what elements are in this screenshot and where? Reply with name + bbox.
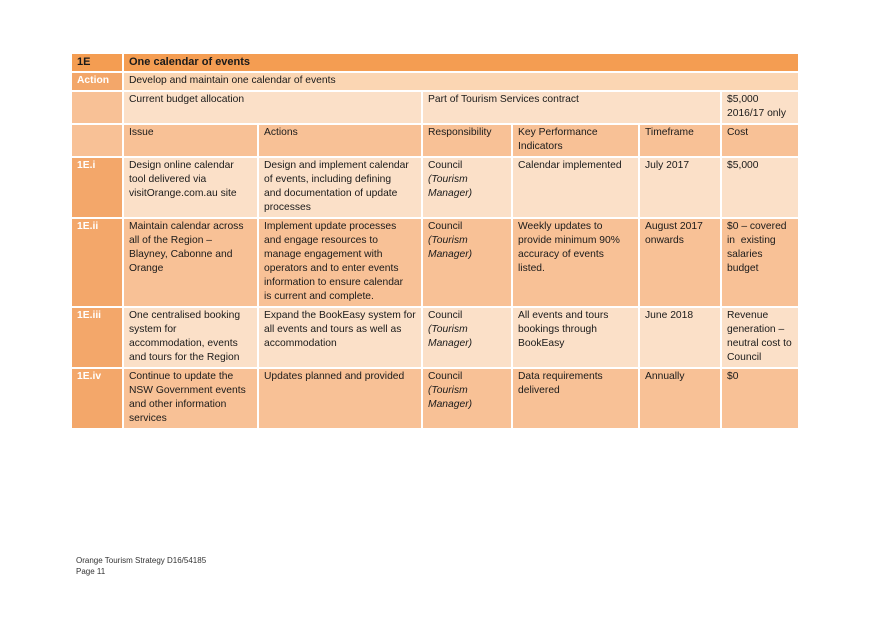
actions-cell: Implement update processes and engage resources to manage engagement with operators and to enter events information to ensure calendar is current and complete. [258,218,422,307]
cost-cell: $0 – covered in existing salaries budget [721,218,799,307]
page-number: Page 11 [76,567,106,576]
table-row [71,307,799,368]
section-code: 1E [71,53,123,72]
issue-cell: Design online calendar tool delivered via visitOrange.com.au site [123,157,258,218]
timeframe-cell: June 2018 [639,307,721,368]
budget-row [71,91,799,124]
row-code: 1E.iii [71,307,123,368]
timeframe-cell: Annually [639,368,721,429]
table-header-row [71,53,799,72]
table-row [71,368,799,429]
col-kpi: Key Performance Indicators [512,124,639,157]
row-code: 1E.ii [71,218,123,307]
budget-amount: $5,000 2016/17 only [721,91,799,124]
responsibility-cell: Council (Tourism Manager) [422,218,512,307]
action-row [71,72,799,91]
timeframe-cell: August 2017 onwards [639,218,721,307]
col-cost: Cost [721,124,799,157]
issue-cell: Continue to update the NSW Government events and other information services [123,368,258,429]
timeframe-cell: July 2017 [639,157,721,218]
action-label: Action [71,72,123,91]
responsibility-cell: Council (Tourism Manager) [422,307,512,368]
document-reference: Orange Tourism Strategy D16/54185 [76,556,207,565]
budget-source: Part of Tourism Services contract [422,91,721,124]
kpi-cell: All events and tours bookings through BookEasy [512,307,639,368]
col-timeframe: Timeframe [639,124,721,157]
responsibility-cell: Council (Tourism Manager) [422,157,512,218]
page-footer [76,555,206,577]
kpi-cell: Weekly updates to provide minimum 90% accuracy of events listed. [512,218,639,307]
action-plan-table [70,52,800,430]
section-title: One calendar of events [123,53,799,72]
issue-cell: One centralised booking system for accommodation, events and tours for the Region [123,307,258,368]
col-responsibility: Responsibility [422,124,512,157]
actions-cell: Design and implement calendar of events, including defining and documentation of update processes [258,157,422,218]
actions-cell: Expand the BookEasy system for all events and tours as well as accommodation [258,307,422,368]
cost-cell: $0 [721,368,799,429]
row-code: 1E.iv [71,368,123,429]
cost-cell: Revenue generation – neutral cost to Council [721,307,799,368]
actions-cell: Updates planned and provided [258,368,422,429]
column-header-row [71,124,799,157]
col-issue: Issue [123,124,258,157]
cost-cell: $5,000 [721,157,799,218]
kpi-cell: Data requirements delivered [512,368,639,429]
row-code: 1E.i [71,157,123,218]
issue-cell: Maintain calendar across all of the Region – Blayney, Cabonne and Orange [123,218,258,307]
col-actions: Actions [258,124,422,157]
table-row [71,218,799,307]
responsibility-cell: Council (Tourism Manager) [422,368,512,429]
action-text: Develop and maintain one calendar of events [123,72,799,91]
kpi-cell: Calendar implemented [512,157,639,218]
budget-label: Current budget allocation [123,91,422,124]
table-row [71,157,799,218]
